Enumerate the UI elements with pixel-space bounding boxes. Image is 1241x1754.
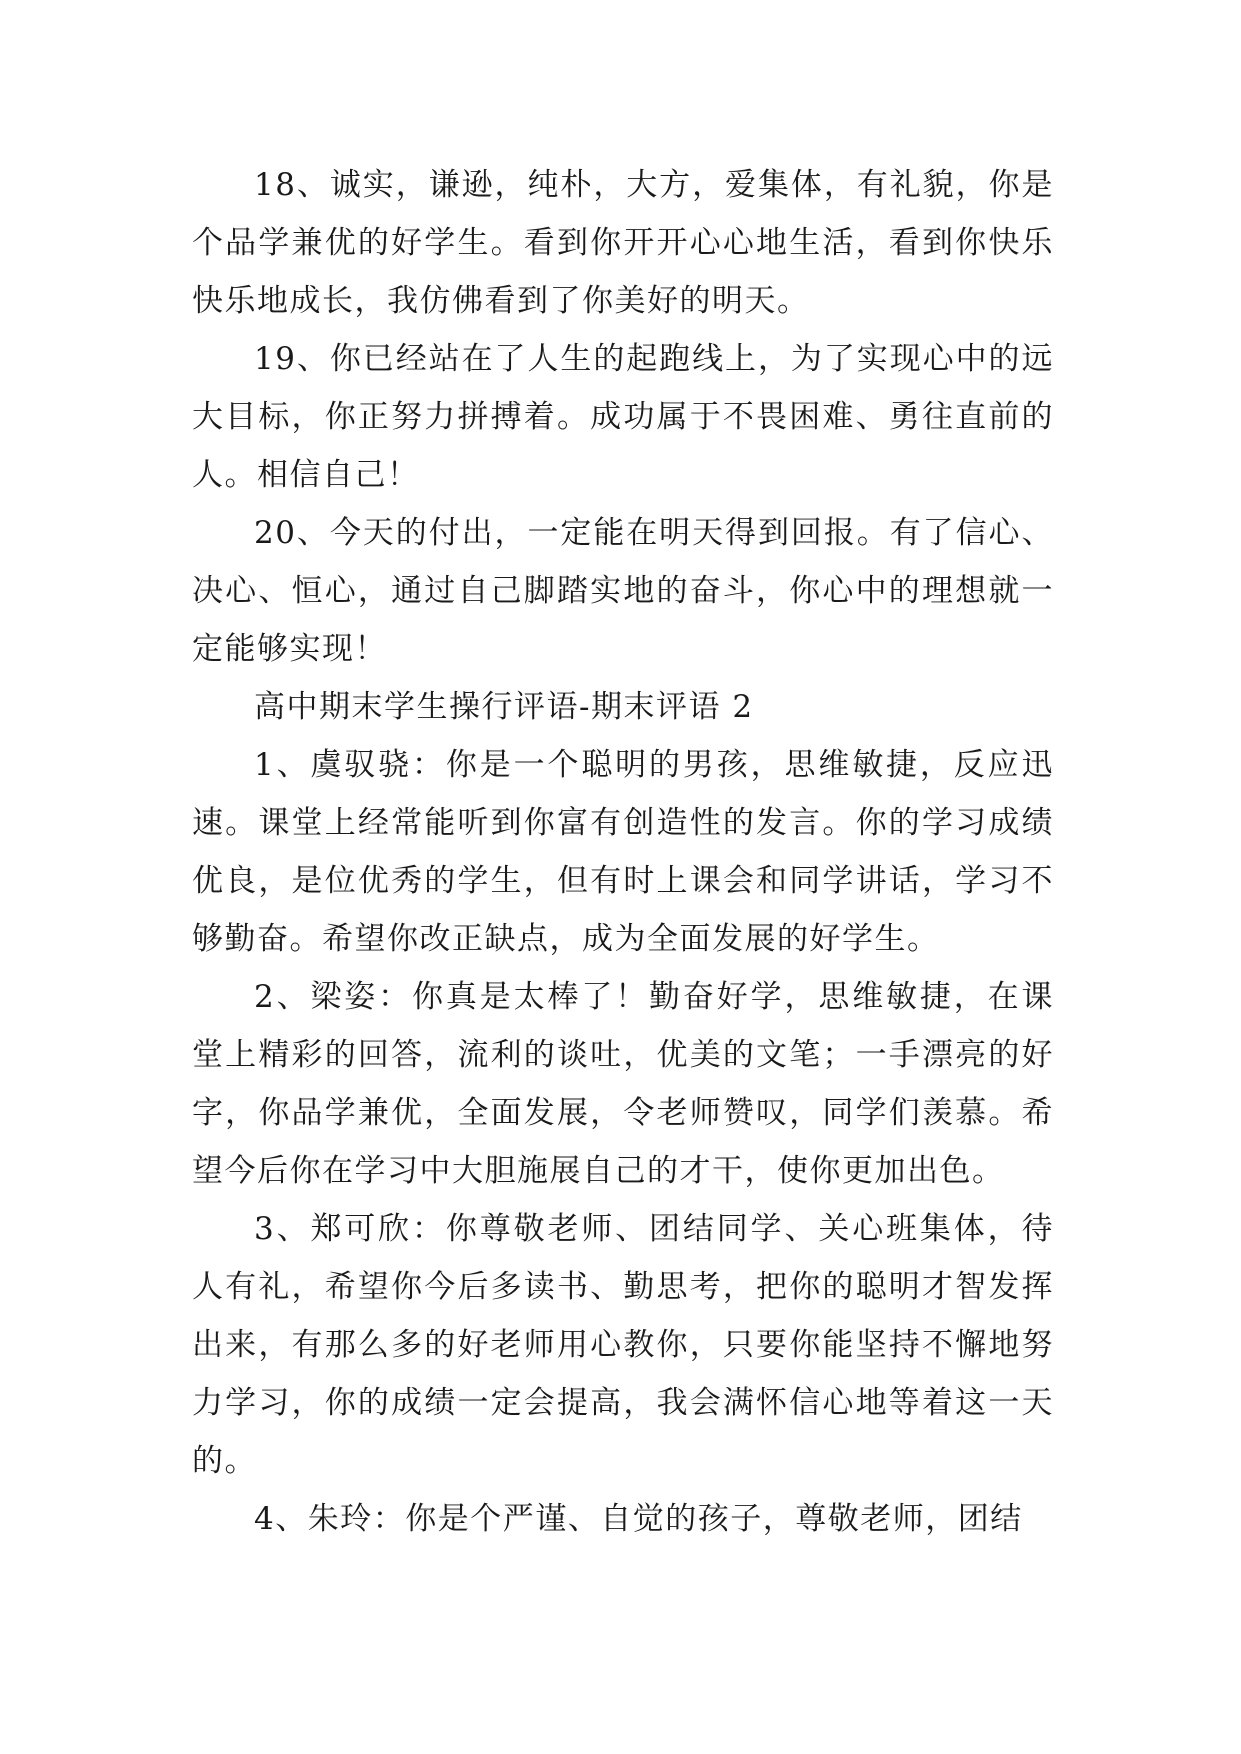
document-body — [192, 156, 1054, 1548]
paragraph-comment-1: 1、虞驭骁：你是一个聪明的男孩，思维敏捷，反应迅速。课堂上经常能听到你富有创造性的发言。你的学习成绩优良，是位优秀的学生，但有时上课会和同学讲话，学习不够勤奋。希望你改正缺点，成为全面发展的好学生。 — [192, 747, 1054, 957]
paragraph-comment-19: 19、你已经站在了人生的起跑线上，为了实现心中的远大目标，你正努力拼搏着。成功属于不畏困难、勇往直前的人。相信自己！ — [192, 341, 1054, 493]
paragraph-comment-18: 18、诚实，谦逊，纯朴，大方，爱集体，有礼貌，你是个品学兼优的好学生。看到你开开心心地生活，看到你快乐快乐地成长，我仿佛看到了你美好的明天。 — [192, 167, 1054, 319]
section-heading: 高中期末学生操行评语-期末评语 2 — [254, 689, 754, 725]
paragraph-comment-4: 4、朱玲：你是个严谨、自觉的孩子，尊敬老师，团结 — [254, 1501, 1023, 1537]
paragraph-comment-3: 3、郑可欣：你尊敬老师、团结同学、关心班集体，待人有礼，希望你今后多读书、勤思考，把你的聪明才智发挥出来，有那么多的好老师用心教你，只要你能坚持不懈地努力学习，你的成绩一定会提高，我会满怀信心地等着这一天的。 — [192, 1211, 1054, 1479]
paragraph-comment-20: 20、今天的付出，一定能在明天得到回报。有了信心、决心、恒心，通过自己脚踏实地的奋斗，你心中的理想就一定能够实现！ — [192, 515, 1054, 667]
paragraph-comment-2: 2、梁姿：你真是太棒了！勤奋好学，思维敏捷，在课堂上精彩的回答，流利的谈吐，优美的文笔；一手漂亮的好字，你品学兼优，全面发展，令老师赞叹，同学们羡慕。希望今后你在学习中大胆施展自己的才干，使你更加出色。 — [192, 979, 1054, 1189]
